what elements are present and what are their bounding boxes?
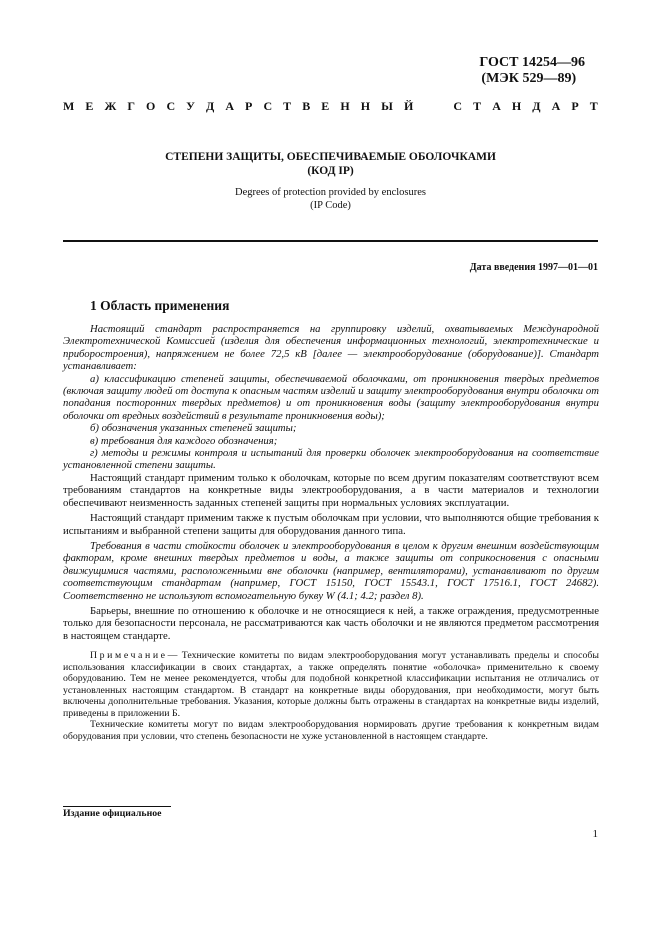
banner-letter-w1-13: Е [321,99,330,113]
banner-letter-w2-1: Т [473,99,482,113]
banner-letter-w1-2: Ж [104,99,117,113]
banner-letter-w1-15: Н [360,99,371,113]
note-label: Примечание [90,650,168,662]
paragraph-scope: Настоящий стандарт распространяется на группировку изделий, охватываемых Международной Электротехнической Комиссией (изделия для обеспечения информационных технологий, электротехнические и приборостроения), напряжением не более 72,5 кВ [далее — электрооборудование (оборудование)]. Стандарт устанавливает: [63,323,599,373]
banner-word-gap [424,99,442,114]
banner-letter-w2-3: Н [511,99,522,113]
banner-letter-w1-6: У [186,99,195,113]
header-divider [63,240,598,242]
banner-letter-w1-11: Т [283,99,292,113]
list-item-v: в) требования для каждого обозначения; [90,434,278,447]
document-title-en [63,186,598,212]
title-ru-line1: СТЕПЕНИ ЗАЩИТЫ, ОБЕСПЕЧИВАЕМЫЕ ОБОЛОЧКАМИ [165,151,496,163]
page-number: 1 [592,828,598,840]
list-item-g: г) методы и режимы контроля и испытаний для проверки оболочек электрооборудования на соответствие установленной степени защиты. [63,447,599,472]
gost-number: ГОСТ 14254—96 [479,55,585,70]
paragraph-empty-enclosures: Настоящий стандарт применим также к пустым оболочкам при условии, что выполняются общие требования к испытаниям и выбранной степени защиты для оборудования данного типа. [63,512,599,537]
title-ru-line2: (КОД IP) [307,165,354,177]
banner-letter-w1-10: С [263,99,273,113]
gost-code-block [479,55,585,87]
banner-letter-w1-1: Е [85,99,94,113]
banner-letter-w1-5: С [166,99,176,113]
list-item-b: б) обозначения указанных степеней защиты; [90,422,297,435]
banner-letter-w1-8: А [225,99,234,113]
footer-divider [63,806,171,807]
official-edition-label: Издание официальное [63,808,162,819]
banner-letter-w1-14: Н [340,99,350,113]
note-continuation: Технические комитеты могут по видам электрооборудования нормировать другие требования к конкретным видам оборудования при условии, что степень безопасности не хуже установленной в настоящем стандарте. [63,719,599,742]
document-title-ru [63,150,598,178]
list-item-a: а) классификацию степеней защиты, обеспечиваемой оболочками, от проникновения твердых предметов (включая защиту людей от доступа к опасным частям изделий и защиту электрооборудования внутри оболочки от попадания посторонних твердых предметов) и от проникновения воды (защиту электрооборудования внутри оболочки от вредных воздействий в результате проникновения воды); [63,372,599,422]
banner-letter-w1-9: Р [245,99,253,113]
banner-letter-w2-2: А [492,99,501,113]
iec-number: (МЭК 529—89) [481,71,577,86]
section-heading: 1 Область применения [90,298,230,313]
title-en-line2: (IP Code) [310,200,351,211]
banner-letter-w2-6: Р [571,99,579,113]
banner-letter-w2-7: Т [589,99,598,113]
banner-letter-w1-17: Й [403,99,414,113]
interstate-standard-banner [63,99,598,114]
note [63,650,599,719]
banner-letter-w2-5: А [551,99,561,113]
section-body [63,323,599,742]
paragraph-barriers: Барьеры, внешние по отношению к оболочке и не относящиеся к ней, а также ограждения, предусмотренные только для безопасности персонала, не рассматриваются как часть оболочки и не являются предметом рассмотрения в настоящем стандарте. [63,604,599,642]
title-en-line1: Degrees of protection provided by enclosures [235,187,426,198]
banner-letter-w1-4: О [146,99,156,113]
note-text: — Технические комитеты по видам электрооборудования могут устанавливать пределы и способы использования классификации в своих стандартах, а также определять понятие «оболочка» применительно к своему оборудованию. Тем не менее рекомендуется, чтобы для подобной конкретной классификации испытания не отличались от установленных настоящим стандартом. В стандарт на конкретные виды оборудования, при необходимости, могут быть включены дополнительные требования. Указания, которые должны быть отражены в стандартах на конкретные виды изделий, приведены в приложении Б. [63,650,599,719]
banner-letter-w1-16: Ы [381,99,393,113]
banner-letter-w1-12: В [302,99,311,113]
paragraph-applicability: Настоящий стандарт применим только к оболочкам, которые по всем другим показателям соответствуют всем требованиям стандартов на конкретные виды электрооборудования, а в части материалов и технологии обеспечивают неизменность заданных степеней защиты при нормальных условиях эксплуатации. [63,471,599,509]
banner-letter-w1-7: Д [206,99,215,113]
paragraph-other-requirements: Требования в части стойкости оболочек и электрооборудования в целом к другим внешним воздействующим факторам, кроме внешних твердых предметов и воды, а также защиты от соприкосновения с опасными движущимися частями, расположенными вне оболочки (например, вентиляторами), устанавливают по другим соответствующим стандартам (например, ГОСТ 15150, ГОСТ 15543.1, ГОСТ 17516.1, ГОСТ 24682). Соответственно не используют вспомогательную букву W (4.1; 4.2; раздел 8). [63,539,599,602]
banner-letter-w1-3: Г [127,99,135,113]
introduction-date: Дата введения 1997—01—01 [469,262,598,273]
banner-letter-w2-0: С [453,99,463,113]
banner-letter-w1-0: М [63,99,75,113]
banner-letter-w2-4: Д [532,99,541,113]
